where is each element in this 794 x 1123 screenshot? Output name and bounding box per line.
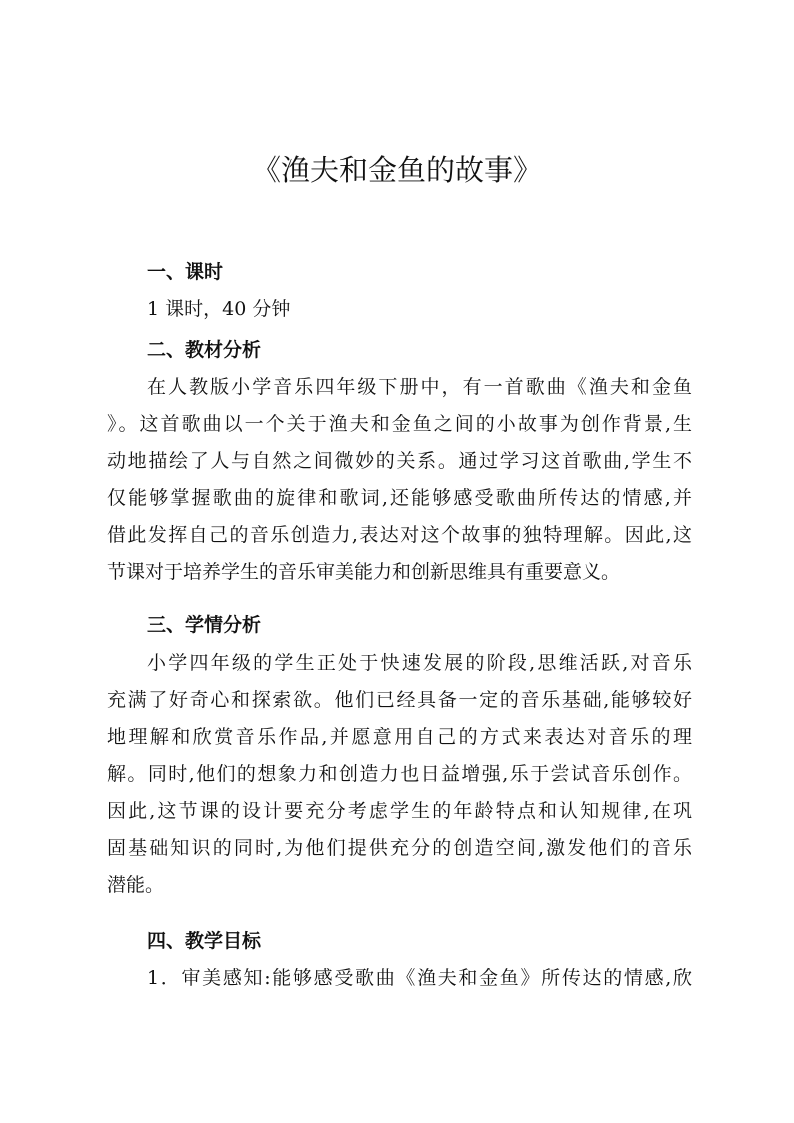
material-analysis-paragraph — [107, 369, 692, 591]
paragraph-line: 小学四年级的学生正处于快速发展的阶段,思维活跃,对音乐 — [147, 652, 692, 674]
teaching-objectives-paragraph — [107, 960, 692, 997]
document-title: 《渔夫和金鱼的故事》 — [251, 153, 542, 187]
student-analysis-paragraph — [107, 645, 692, 904]
paragraph-line: 》。这首歌曲以一个关于渔夫和金鱼之间的小故事为创作背景,生 — [107, 413, 692, 435]
paragraph-line: 借此发挥自己的音乐创造力,表达对这个故事的独特理解。因此,这 — [107, 524, 692, 546]
paragraph-line: 地理解和欣赏音乐作品,并愿意用自己的方式来表达对音乐的理 — [107, 726, 692, 748]
section-heading-student-analysis: 三、学情分析 — [147, 614, 262, 636]
paragraph-line: 在人教版小学音乐四年级下册中，有一首歌曲《渔夫和金鱼 — [147, 376, 692, 398]
paragraph-line: 仅能够掌握歌曲的旋律和歌词,还能够感受歌曲所传达的情感,并 — [107, 487, 692, 509]
paragraph-line: 1．审美感知:能够感受歌曲《渔夫和金鱼》所传达的情感,欣 — [147, 967, 692, 989]
paragraph-line: 固基础知识的同时,为他们提供充分的创造空间,激发他们的音乐 — [107, 837, 692, 859]
class-hours-text: 1 课时，40 分钟 — [147, 298, 291, 320]
paragraph-line: 解。同时,他们的想象力和创造力也日益增强,乐于尝试音乐创作。 — [107, 763, 692, 785]
paragraph-line: 节课对于培养学生的音乐审美能力和创新思维具有重要意义。 — [107, 561, 621, 583]
paragraph-line: 因此,这节课的设计要充分考虑学生的年龄特点和认知规律,在巩 — [107, 800, 692, 822]
paragraph-line: 动地描绘了人与自然之间微妙的关系。通过学习这首歌曲,学生不 — [107, 450, 692, 472]
section-heading-material-analysis: 二、教材分析 — [147, 339, 262, 361]
paragraph-line: 潜能。 — [107, 874, 165, 896]
section-heading-teaching-objectives: 四、教学目标 — [147, 930, 262, 952]
paragraph-line: 充满了好奇心和探索欲。他们已经具备一定的音乐基础,能够较好 — [107, 689, 692, 711]
section-heading-class-hours: 一、课时 — [147, 261, 224, 283]
